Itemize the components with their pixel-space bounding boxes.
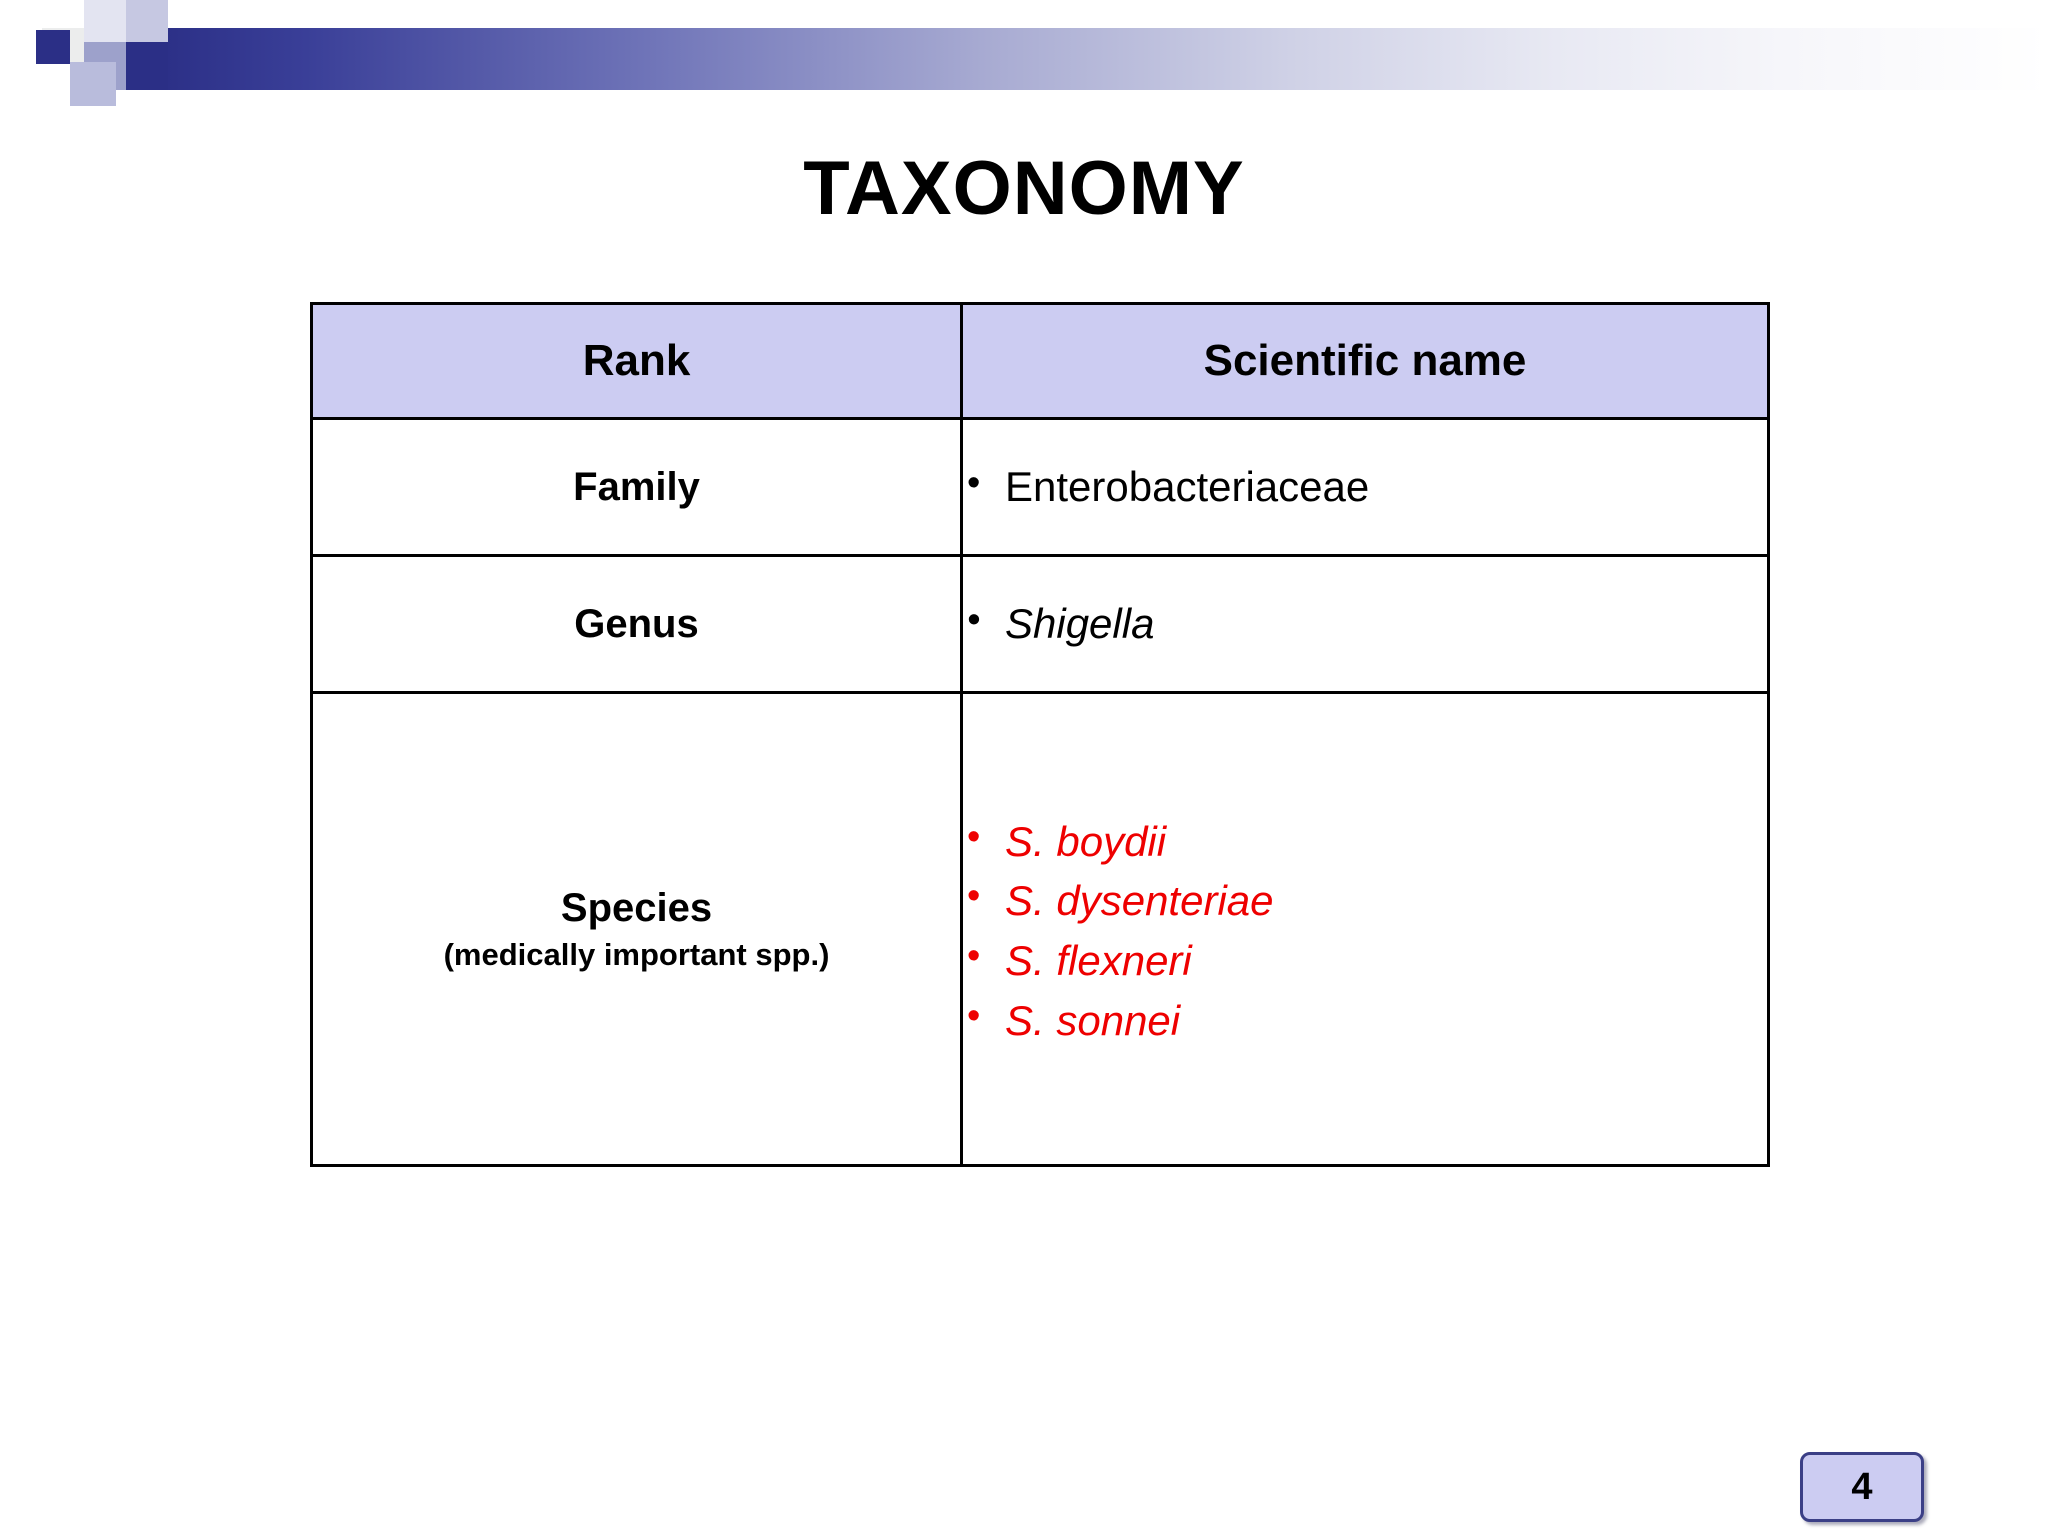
list-item: • S. boydii <box>963 812 1767 872</box>
name-list-genus <box>963 597 1767 652</box>
name-list-family <box>963 460 1767 515</box>
rank-label-species-note: (medically important spp.) <box>443 936 830 972</box>
column-header-rank: Rank <box>312 304 962 419</box>
header-gradient-bar <box>155 28 2048 90</box>
scientific-name-species <box>962 693 1769 1166</box>
column-header-scientific-name: Scientific name <box>962 304 1769 419</box>
table-row <box>312 693 1769 1166</box>
rank-label-species <box>312 693 962 1166</box>
scientific-name-family <box>962 419 1769 556</box>
table-header-row <box>312 304 1769 419</box>
header-square-white <box>34 64 70 102</box>
table-row <box>312 556 1769 693</box>
header-square-pale-1 <box>84 0 126 42</box>
list-item: • S. flexneri <box>963 931 1767 991</box>
header-square-dark-accent <box>36 30 70 64</box>
rank-label-family: Family <box>312 419 962 556</box>
name-list-species <box>963 812 1767 1051</box>
rank-label-species-main: Species <box>560 885 713 930</box>
header-square-pale-2 <box>126 0 168 42</box>
list-item: • Enterobacteriaceae <box>963 460 1767 515</box>
list-item: • Shigella <box>963 597 1767 652</box>
page-title: TAXONOMY <box>803 146 1245 231</box>
table-row <box>312 419 1769 556</box>
rank-label-genus: Genus <box>312 556 962 693</box>
species-list-wrapper <box>963 808 1767 1051</box>
scientific-name-genus <box>962 556 1769 693</box>
header-square-mid-2 <box>70 62 116 106</box>
decorative-header-band <box>0 0 2048 128</box>
list-item: • S. sonnei <box>963 991 1767 1051</box>
taxonomy-table <box>310 302 1770 1167</box>
header-square-dark-1 <box>126 42 168 90</box>
page-number-badge: 4 <box>1800 1452 1924 1522</box>
list-item: • S. dysenteriae <box>963 871 1767 931</box>
